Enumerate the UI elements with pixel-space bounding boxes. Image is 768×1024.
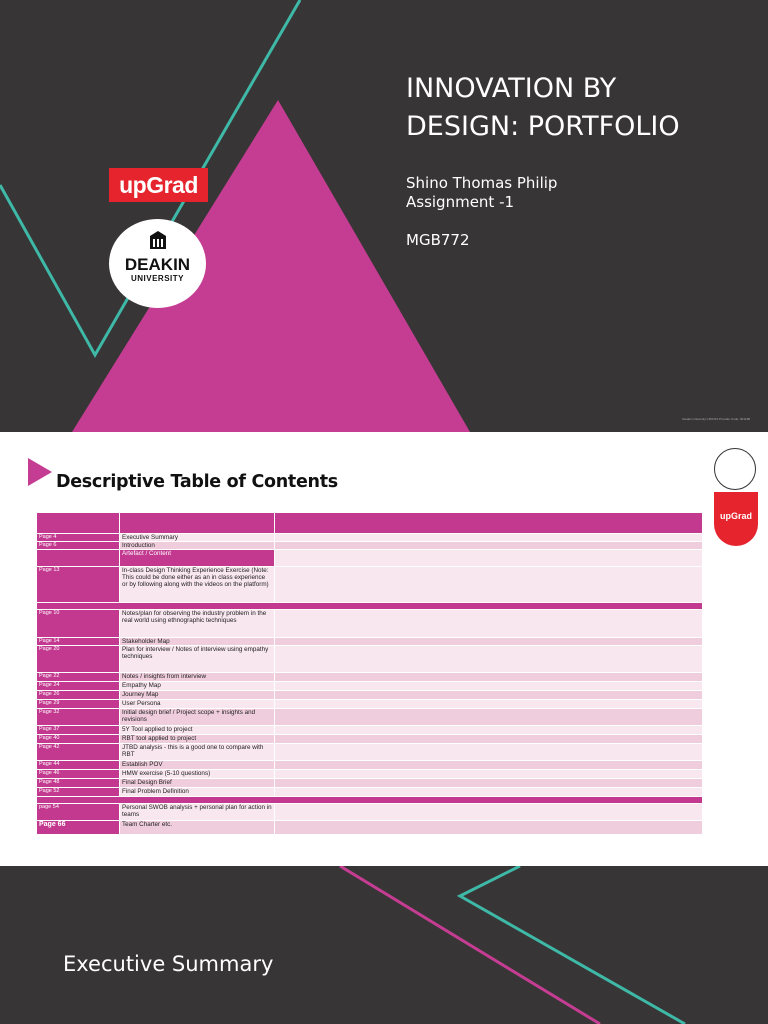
toc-row [37,700,703,709]
toc-page-number: Page 44 [37,761,120,770]
toc-row [37,567,703,603]
toc-empty-cell [275,567,703,603]
deakin-logo-name: DEAKIN [124,255,191,274]
toc-row [37,709,703,726]
toc-section-page-cell [37,550,120,567]
toc-entry-text: Empathy Map [120,682,275,691]
toc-row [37,534,703,542]
toc-page-number: Page 22 [37,673,120,682]
toc-empty-cell [275,804,703,821]
toc-entry-text: User Persona [120,700,275,709]
toc-page-number: Page 66 [37,821,120,835]
toc-row [37,770,703,779]
toc-row [37,610,703,638]
toc-empty-cell [275,761,703,770]
toc-separator-row [37,603,703,610]
toc-entry-text: JTBD analysis - this is a good one to compare with RBT [120,744,275,761]
toc-entry-text: RBT tool applied to project [120,735,275,744]
summary-slide-decoration [0,866,768,1024]
toc-page-number: Page 40 [37,735,120,744]
title-slide-decoration [0,0,768,432]
toc-entry-text: In-class Design Thinking Experience Exercise (Note: This could be done either as an in class experience or by following along with the videos on the platform) [120,567,275,603]
toc-page-number: page 54 [37,804,120,821]
author-name: Shino Thomas Philip [406,174,558,192]
toc-page-number: Page 26 [37,691,120,700]
deakin-university-logo [109,219,206,308]
toc-row [37,646,703,673]
toc-page-number: Page 6 [37,542,120,550]
toc-empty-cell [275,735,703,744]
toc-entry-text: Plan for interview / Notes of interview using empathy techniques [120,646,275,673]
toc-table [36,512,703,835]
toc-empty-cell [275,779,703,788]
toc-row [37,744,703,761]
toc-row [37,779,703,788]
toc-row [37,691,703,700]
toc-entry-text: 5Y Tool applied to project [120,726,275,735]
toc-page-number: Page 13 [37,567,120,603]
course-code: MGB772 [406,231,470,249]
toc-separator-row [37,797,703,804]
toc-entry-text: HMW exercise (5-10 questions) [120,770,275,779]
toc-row [37,673,703,682]
circle-logo-placeholder [714,448,756,490]
toc-row [37,682,703,691]
toc-empty-cell [275,788,703,797]
title-slide [0,0,768,432]
toc-row [37,788,703,797]
toc-slide [0,432,768,866]
toc-row [37,638,703,646]
toc-section-row [37,550,703,567]
toc-empty-cell [275,550,703,567]
toc-header-cell [37,513,120,534]
toc-page-number: Page 32 [37,709,120,726]
deakin-crest-icon [150,231,166,249]
toc-header-cell [120,513,275,534]
toc-entry-text: Personal SWOB analysis + personal plan for action in teams [120,804,275,821]
teal-line [460,866,685,1024]
toc-entry-text: Establish POV [120,761,275,770]
triangle-bullet-icon [28,458,52,486]
toc-entry-text: Team Charter etc. [120,821,275,835]
title-line-1: INNOVATION BY [406,73,617,104]
toc-entry-text: Notes / insights from interview [120,673,275,682]
toc-page-number: Page 52 [37,788,120,797]
deakin-logo-sub: UNIVERSITY [130,274,184,283]
toc-empty-cell [275,534,703,542]
assignment-label: Assignment -1 [406,193,515,211]
toc-row [37,735,703,744]
executive-summary-title: Executive Summary [63,952,274,976]
toc-header-cell [275,513,703,534]
toc-page-number: Page 46 [37,770,120,779]
toc-empty-cell [275,726,703,735]
toc-entry-text: Introduction [120,542,275,550]
toc-empty-cell [275,638,703,646]
toc-page-number: Page 10 [37,610,120,638]
toc-empty-cell [275,744,703,761]
toc-separator-cell [37,797,703,804]
toc-entry-text: Notes/plan for observing the industry problem in the real world using ethnographic techniques [120,610,275,638]
toc-separator-cell [37,603,703,610]
toc-empty-cell [275,709,703,726]
toc-page-number: Page 29 [37,700,120,709]
executive-summary-slide [0,866,768,1024]
toc-page-number: Page 4 [37,534,120,542]
toc-empty-cell [275,673,703,682]
upgrad-logo: upGrad [109,168,208,202]
toc-row [37,821,703,835]
title-line-2: DESIGN: PORTFOLIO [406,111,680,142]
toc-page-number: Page 24 [37,682,120,691]
upgrad-badge-label: upGrad [719,511,752,521]
toc-page-number: Page 42 [37,744,120,761]
toc-page-number: Page 37 [37,726,120,735]
toc-entry-text: Initial design brief / Project scope + insights and revisions [120,709,275,726]
toc-empty-cell [275,770,703,779]
toc-empty-cell [275,682,703,691]
toc-entry-text: Final Problem Definition [120,788,275,797]
toc-empty-cell [275,821,703,835]
toc-empty-cell [275,542,703,550]
toc-title: Descriptive Table of Contents [56,472,338,492]
toc-page-number: Page 48 [37,779,120,788]
upgrad-badge-logo [714,492,758,546]
toc-table-body [37,513,703,835]
toc-entry-text: Journey Map [120,691,275,700]
toc-entry-text: Stakeholder Map [120,638,275,646]
toc-entry-text: Final Design Brief [120,779,275,788]
toc-empty-cell [275,646,703,673]
toc-empty-cell [275,610,703,638]
toc-row [37,804,703,821]
toc-row [37,542,703,550]
toc-section-header: Artefact / Content [120,550,275,567]
toc-page-number: Page 20 [37,646,120,673]
toc-header-row [37,513,703,534]
toc-empty-cell [275,700,703,709]
toc-row [37,761,703,770]
portfolio-title [406,70,680,146]
toc-page-number: Page 14 [37,638,120,646]
cricos-footer: Deakin University CRICOS Provider Code: 00113B [682,417,750,421]
toc-empty-cell [275,691,703,700]
toc-entry-text: Executive Summary [120,534,275,542]
toc-row [37,726,703,735]
